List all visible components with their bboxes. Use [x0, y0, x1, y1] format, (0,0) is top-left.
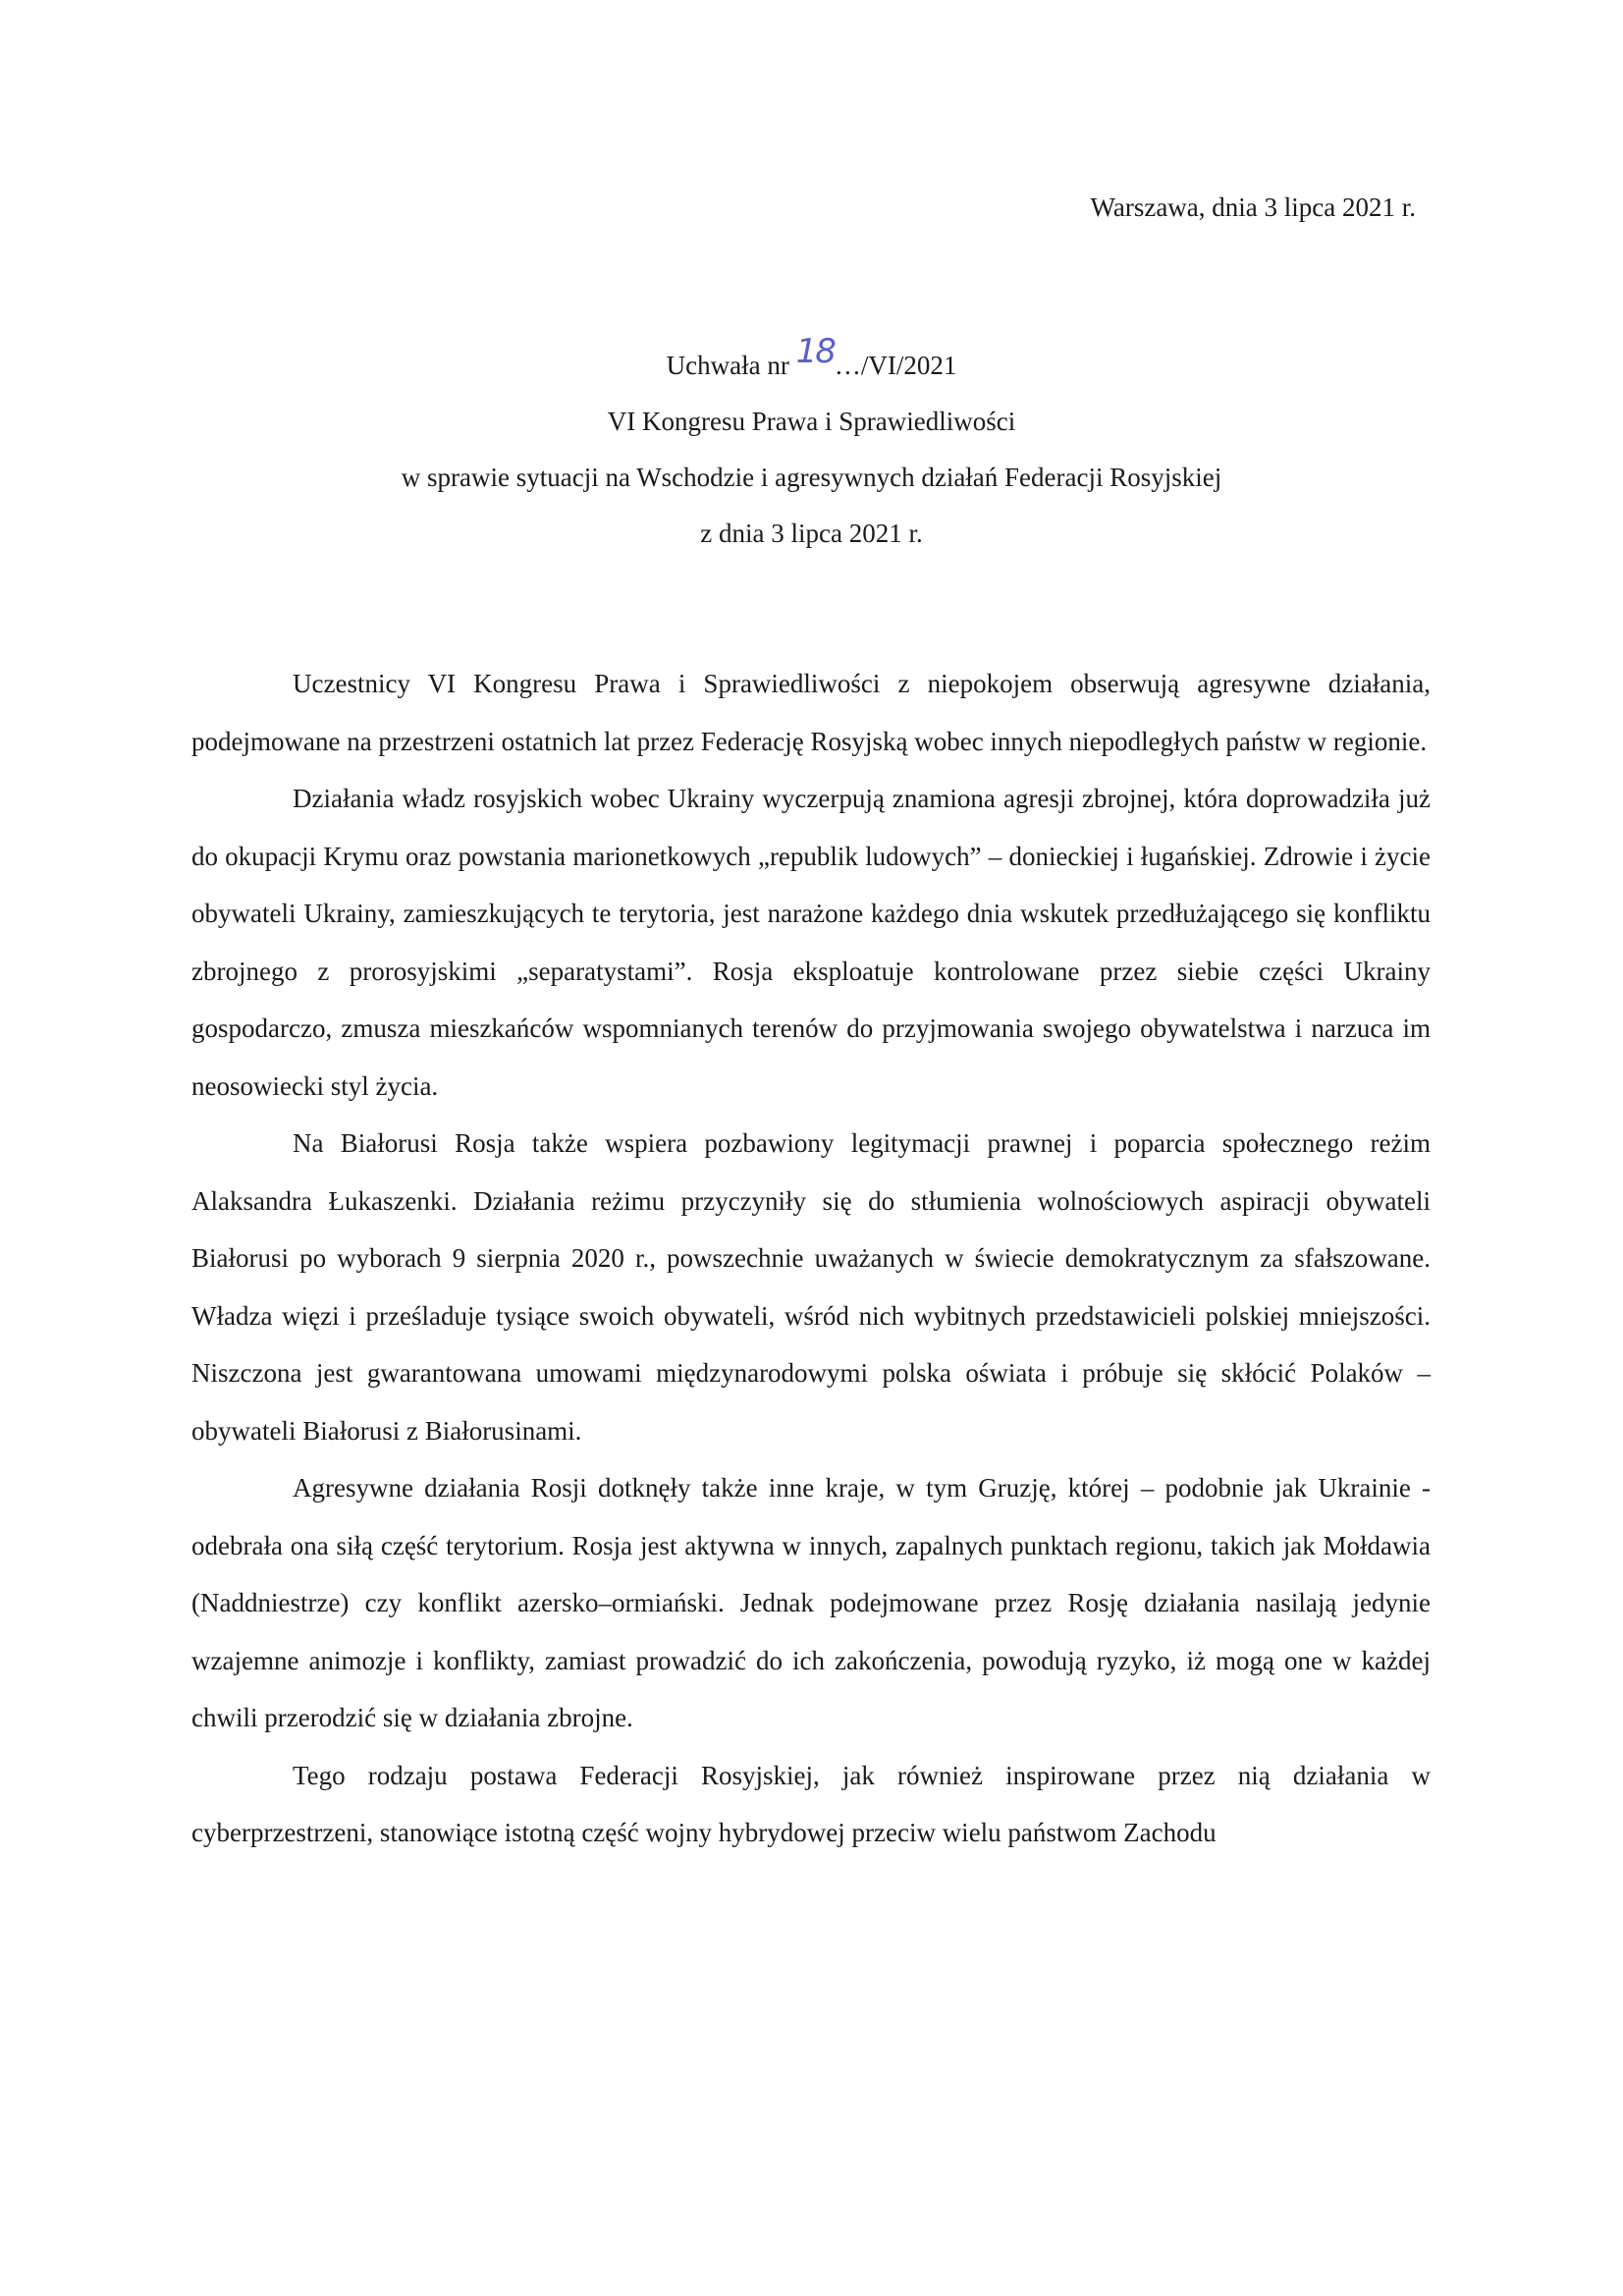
- paragraph: Na Białorusi Rosja także wspiera pozbawiony legitymacji prawnej i poparcia społecznego reżim Alaksandra Łukaszenki. Działania reżimu przyczyniły się do stłumienia wolnościowych aspiracji obywateli Białorusi po wyborach 9 sierpnia 2020 r., powszechnie uważanych w świecie demokratycznym za sfałszowane. Władza więzi i prześladuje tysiące swoich obywateli, wśród nich wybitnych przedstawicieli polskiej mniejszości. Niszczona jest gwarantowana umowami międzynarodowymi polska oświata i próbuje się skłócić Polaków – obywateli Białorusi z Białorusinami.: [191, 1128, 1431, 1446]
- resolution-body: [191, 655, 1431, 1862]
- resolution-date: z dnia 3 lipca 2021 r.: [700, 519, 923, 548]
- resolution-subject: w sprawie sytuacji na Wschodzie i agresywnych działań Federacji Rosyjskiej: [401, 463, 1222, 492]
- handwritten-number: 18: [795, 332, 835, 371]
- paragraph: Agresywne działania Rosji dotknęły także inne kraje, w tym Gruzję, której – podobnie jak Ukrainie - odebrała ona siłą część terytorium. Rosja jest aktywna w innych, zapalnych punktach regionu, takich jak Mołdawia (Naddniestrze) czy konflikt azersko–ormiański. Jednak podejmowane przez Rosję działania nasilają jedynie wzajemne animozje i konflikty, zamiast prowadzić do ich zakończenia, powodują ryzyko, iż mogą one w każdej chwili przerodzić się w działania zbrojne.: [191, 1473, 1431, 1732]
- resolution-suffix: /VI/2021: [860, 351, 957, 380]
- resolution-header: [196, 332, 1427, 562]
- congress-name: VI Kongresu Prawa i Sprawiedliwości: [607, 407, 1016, 436]
- resolution-prefix: Uchwała nr: [666, 351, 789, 380]
- resolution-number-line: [196, 332, 1427, 394]
- place-date: Warszawa, dnia 3 lipca 2021 r.: [1090, 192, 1416, 222]
- paragraph: Tego rodzaju postawa Federacji Rosyjskiej, jak również inspirowane przez nią działania w cyberprzestrzeni, stanowiące istotną część wojny hybrydowej przeciw wielu państwom Zachodu: [191, 1760, 1431, 1847]
- paragraph: Uczestnicy VI Kongresu Prawa i Sprawiedliwości z niepokojem obserwują agresywne działania, podejmowane na przestrzeni ostatnich lat przez Federację Rosyjską wobec innych niepodległych państw w regionie.: [191, 669, 1431, 756]
- paragraph: Działania władz rosyjskich wobec Ukrainy wyczerpują znamiona agresji zbrojnej, która doprowadziła już do okupacji Krymu oraz powstania marionetkowych „republik ludowych” – donieckiej i ługańskiej. Zdrowie i życie obywateli Ukrainy, zamieszkujących te terytoria, jest narażone każdego dnia wskutek przedłużającego się konfliktu zbrojnego z prorosyjskimi „separatystami”. Rosja eksploatuje kontrolowane przez siebie części Ukrainy gospodarczo, zmusza mieszkańców wspomnianych terenów do przyjmowania swojego obywatelstwa i narzuca im neosowiecki styl życia.: [191, 784, 1431, 1101]
- number-placeholder: …: [834, 351, 861, 380]
